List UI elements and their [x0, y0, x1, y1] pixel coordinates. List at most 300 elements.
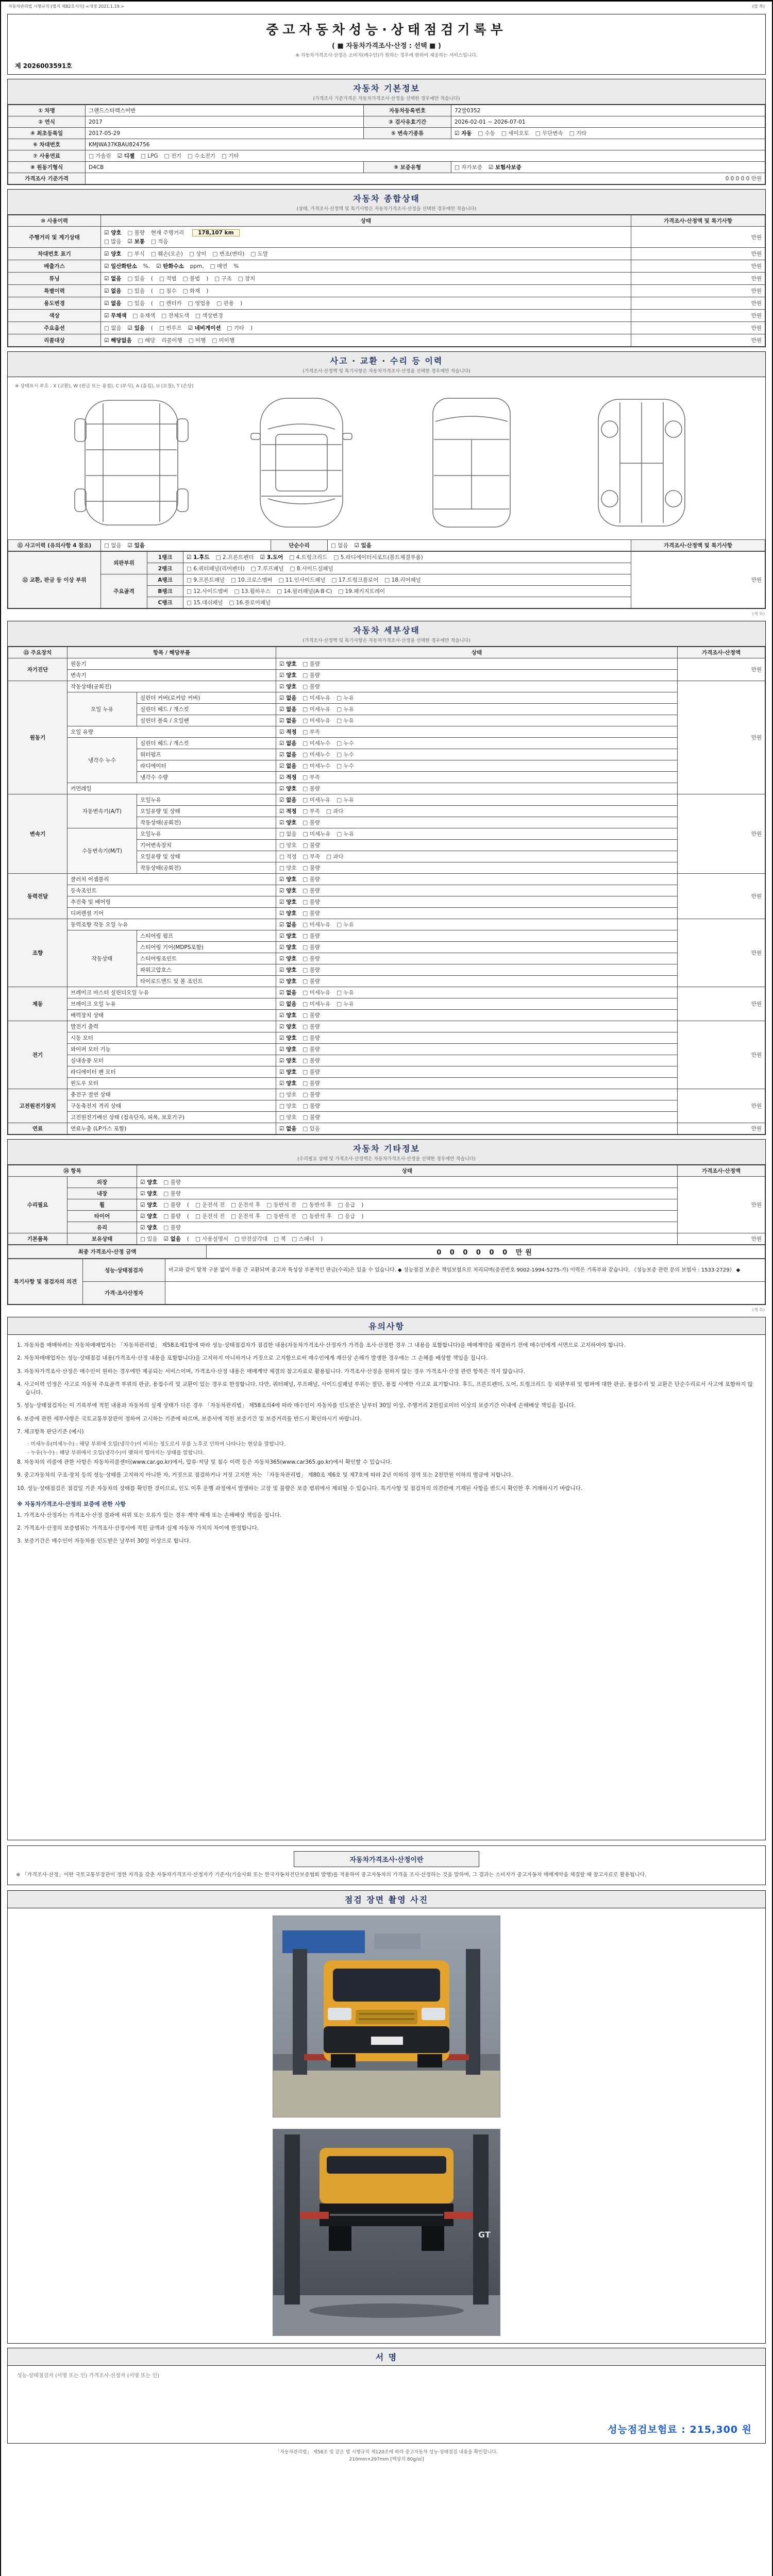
detail-row — [8, 828, 765, 840]
opinion-row — [8, 1282, 765, 1304]
detail-state — [276, 658, 678, 670]
checkbox-없음: ☑ 없음 — [163, 1236, 181, 1242]
reg-no-value: 72발0352 — [451, 105, 765, 116]
notice-item: 3. 자동차가격조사·산정은 매수인이 원하는 경우에만 제공되는 서비스이며, 가격조사·산정 내용은 매매계약 체결의 참고자료로 활용됩니다. 가격조사·산정을 원하지 않는 경우 가격조사·산정 관련 항목은 적지 않습니다. — [17, 1368, 525, 1375]
checkbox-불량: □ 불량 — [303, 899, 320, 905]
checkbox-수동: □ 수동 — [478, 130, 495, 137]
detail-row — [8, 1100, 765, 1112]
summary-row-label: 색상 — [8, 310, 101, 322]
summary-row — [8, 334, 765, 347]
checkbox-미세누유: □ 미세누유 — [303, 990, 331, 996]
signature-section — [7, 2348, 766, 2444]
underbody-diagram — [564, 393, 719, 532]
opinion-table — [8, 1259, 765, 1304]
detail-row — [8, 908, 765, 919]
extra-separator: ) — [361, 1213, 364, 1219]
warranty-options — [451, 162, 765, 173]
detail-item: 추진축 및 베어링 — [68, 896, 276, 908]
checkbox-동반석 전: □ 동반석 전 — [266, 1202, 296, 1208]
text-segment: 리콜이행 — [161, 337, 182, 344]
checkbox-없음: ☑ 없음 — [279, 1126, 297, 1132]
detail-row — [8, 1055, 765, 1066]
detail-item: 작동상태(공회전) — [68, 681, 276, 692]
checkbox-15.대쉬패널: □ 15.대쉬패널 — [187, 600, 223, 606]
detail-item: 연료누출 (LP가스 포함) — [68, 1123, 276, 1134]
detail-state — [276, 998, 678, 1010]
exchange-rank-row — [8, 552, 765, 563]
other-state — [137, 1222, 678, 1233]
detail-item: 브레이크 마스터 실린더오일 누유 — [68, 987, 276, 998]
checkbox-6.쿼터패널(리어펜더): □ 6.쿼터패널(리어펜더) — [187, 566, 245, 572]
other-row — [8, 1188, 765, 1199]
page-subtitle: ( ■ 자동차가격조사·산정 : 선택 ■ ) — [332, 42, 441, 50]
summary-row-label: 특별이력 — [8, 285, 101, 297]
detail-row — [8, 692, 765, 704]
checkbox-불량: □ 불량 — [303, 978, 320, 985]
checkbox-누유: □ 누유 — [337, 1001, 354, 1007]
checkbox-10.크로스멤버: □ 10.크로스멤버 — [231, 577, 273, 583]
summary-col-state: 상태 — [101, 215, 631, 227]
checkbox-17.트렁크플로어: □ 17.트렁크플로어 — [331, 577, 379, 583]
checkbox-유채색: □ 유채색 — [132, 313, 156, 319]
other-info-table — [8, 1165, 765, 1245]
detail-row — [8, 783, 765, 794]
inspection-photo-1 — [273, 1916, 500, 2117]
summary-row-state — [101, 285, 631, 297]
other-item: 휠 — [68, 1199, 137, 1211]
detail-state — [276, 930, 678, 942]
state-line — [104, 274, 628, 283]
detail-row — [8, 930, 765, 942]
checkbox-양호: ☑ 양호 — [104, 251, 122, 257]
other-item: 외장 — [68, 1177, 137, 1188]
signature-hint: 성능·상태점검자 (서명 또는 인) 가격조사·산정자 (서명 또는 인) — [17, 2372, 160, 2379]
checkbox-12.사이드멤버: □ 12.사이드멤버 — [187, 588, 228, 595]
text-segment: ( — [150, 288, 154, 294]
checkbox-미세누수: □ 미세누수 — [303, 752, 331, 758]
checkbox-19.패키지트레이: □ 19.패키지트레이 — [338, 588, 385, 595]
detail-item: 클러치 어셈블리 — [68, 874, 276, 885]
exchange-options — [183, 597, 631, 608]
checkbox-동반석 전: □ 동반석 전 — [266, 1213, 296, 1219]
checkbox-불량: □ 불량 — [303, 820, 320, 826]
detail-item: 시동 모터 — [68, 1032, 276, 1044]
exchange-group: 주요골격 — [101, 574, 147, 608]
checkbox-미세누유: □ 미세누유 — [303, 831, 331, 837]
detail-item: 실린더 커버(로커암 커버) — [137, 692, 276, 704]
detail-state — [276, 885, 678, 896]
exchange-rank: B랭크 — [147, 586, 183, 597]
checkbox-미이행: □ 미이행 — [212, 337, 234, 344]
text-segment: %, — [143, 263, 150, 269]
checkbox-보통: ☑ 보통 — [127, 239, 145, 245]
form-note: 자동차관리법 시행규칙 [별지 제82호서식] <개정 2021.1.19.> — [8, 4, 124, 9]
checkbox-없음: □ 없음 — [104, 325, 122, 331]
detail-row — [8, 658, 765, 670]
checkbox-13.휠하우스: □ 13.휠하우스 — [234, 588, 271, 595]
detail-price: 만원 — [678, 1089, 765, 1123]
form-note-row — [7, 3, 766, 10]
state-line — [104, 336, 628, 345]
checkbox-자가보증: □ 자가보증 — [455, 164, 482, 171]
checkbox-불량: □ 불량 — [303, 956, 320, 962]
checkbox-상이: □ 상이 — [189, 251, 207, 257]
detail-title-text: 자동차 세부상태 — [353, 625, 420, 635]
checkbox-불량: □ 불량 — [303, 1046, 320, 1053]
checkbox-있음: □ 있음 — [127, 276, 145, 282]
detail-sub-group: 오일 누유 — [68, 692, 137, 726]
exchange-options — [183, 586, 631, 597]
checkbox-관용: □ 관용 — [216, 300, 234, 307]
checkbox-화재: □ 화재 — [182, 288, 200, 294]
detail-row — [8, 998, 765, 1010]
table-row — [8, 540, 765, 551]
checkbox-부족: □ 부족 — [303, 774, 320, 781]
extra-separator: ( — [187, 1213, 190, 1219]
checkbox-운전석 전: □ 운전석 전 — [195, 1202, 225, 1208]
detail-price: 만원 — [678, 1123, 765, 1134]
other-title-note: (수리필요 상태 및 가격조사·산정액은 자동차가격조사·산정을 선택한 경우에만 적습니다) — [297, 1157, 476, 1162]
notice-item: 2. 자동차매매업자는 성능·상태점검 내용(가격조사·산정 내용을 포함합니다)을 고지하지 아니하거나 거짓으로 고지함으로써 매수인에게 재산상 손해가 발생한 경우에는 그 손해를 배상할 책임을 집니다. — [17, 1355, 488, 1362]
checkbox-많음: □ 많음 — [104, 239, 122, 245]
year-value: 2017 — [86, 116, 364, 128]
detail-state — [276, 828, 678, 840]
detail-state — [276, 1066, 678, 1078]
summary-row-state — [101, 334, 631, 347]
summary-row-price: 만원 — [631, 310, 765, 322]
detail-state — [276, 783, 678, 794]
car-diagram-area — [8, 377, 765, 539]
checkbox-없음: ☑ 없음 — [279, 740, 297, 747]
accident-price-head: 가격조사·산정액 및 특기사항 — [631, 540, 765, 551]
detail-row — [8, 794, 765, 806]
checkbox-있음: ☑ 있음 — [354, 543, 372, 549]
text-segment: ) — [250, 325, 253, 331]
checkbox-없음: □ 없음 — [104, 543, 122, 549]
checkbox-누유: □ 누유 — [337, 797, 354, 803]
checkbox-없음: □ 없음 — [331, 543, 348, 549]
detail-group-name: 변속기 — [8, 794, 68, 874]
checkbox-불량: □ 불량 — [303, 865, 321, 871]
warranty-label: ⑨ 보증유형 — [364, 162, 451, 173]
opinion-who: 가격·조사산정자 — [83, 1282, 165, 1304]
simple-repair-label: 단순수리 — [271, 540, 328, 551]
checkbox-안전삼각대: □ 안전삼각대 — [234, 1236, 267, 1242]
detail-state — [276, 874, 678, 885]
text-segment: ) — [206, 288, 209, 294]
detail-state — [276, 896, 678, 908]
checkbox-불량: □ 불량 — [303, 684, 320, 690]
checkbox-장치: □ 장치 — [238, 276, 256, 282]
fuel-options — [86, 150, 765, 162]
checkbox-불법: □ 불법 — [182, 276, 200, 282]
checkbox-있음: □ 있음 — [127, 300, 145, 307]
detail-item: 고전원전기배선 상태 (접속단자, 피복, 보호기구) — [68, 1112, 276, 1123]
detail-item: 실내송풍 모터 — [68, 1055, 276, 1066]
detail-group-name: 고전원전기장치 — [8, 1089, 68, 1123]
photos-title — [8, 1891, 765, 1908]
checkbox-영업용: □ 영업용 — [188, 300, 211, 307]
other-title-text: 자동차 기타정보 — [353, 1144, 420, 1154]
state-line — [104, 249, 628, 258]
checkbox-불량: □ 불량 — [303, 888, 320, 894]
checkbox-있음: ☑ 있음 — [127, 325, 145, 331]
checkbox-불량: □ 불량 — [163, 1179, 181, 1185]
state-line — [104, 286, 628, 295]
detail-col-price: 가격조사·산정액 — [678, 647, 765, 658]
summary-row — [8, 260, 765, 273]
detail-item: 등속조인트 — [68, 885, 276, 896]
engine-value: D4CB — [86, 162, 364, 173]
other-item: 유리 — [68, 1222, 137, 1233]
checkbox-부식: □ 부식 — [127, 251, 145, 257]
base-price-label: 가격조사 기준가격 — [8, 173, 86, 184]
checkbox-양호: ☑ 양호 — [279, 1046, 297, 1053]
notice-item: 4. 사고이력 인정은 사고로 자동차 주요골격 부위의 판금, 용접수리 및 교환이 있는 경우로 한정합니다. 다만, 쿼터패널, 루프패널, 사이드실패널 부위는 절단, 용접 시에만 사고로 표기합니다. 후드, 프론트펜더, 도어, 트렁크리드 등 외판부위 및 범퍼에 대한 판금, 용접수리 및 교환은 단순수리로서 사고에 포함하지 않습니다. — [17, 1381, 753, 1396]
other-state — [137, 1188, 678, 1199]
detail-state — [276, 919, 678, 930]
car-body-top-diagram — [224, 393, 379, 532]
detail-state — [276, 681, 678, 692]
other-title — [8, 1140, 765, 1165]
detail-row — [8, 681, 765, 692]
text-segment: ppm, — [190, 263, 204, 269]
checkbox-없음: ☑ 없음 — [279, 1001, 297, 1007]
summary-row — [8, 248, 765, 260]
checkbox-부족: □ 부족 — [303, 808, 320, 815]
summary-row-price: 만원 — [631, 227, 765, 248]
notices-title — [8, 1317, 765, 1335]
checkbox-운전석 후: □ 운전석 후 — [231, 1202, 261, 1208]
checkbox-수소전기: □ 수소전기 — [188, 153, 216, 159]
price-guarantee-title: ※ 자동차가격조사·산정의 보증에 관한 사항 — [17, 1500, 126, 1507]
detail-state — [276, 692, 678, 704]
summary-col-item: ⑩ 사용이력 — [8, 215, 101, 227]
checkbox-불량: □ 불량 — [303, 967, 320, 973]
detail-item: 오일누유 — [137, 794, 276, 806]
basic-title-text: 자동차 기본정보 — [353, 83, 420, 93]
detail-state — [276, 726, 678, 738]
checkbox-불량: □ 불량 — [303, 1114, 321, 1121]
exchange-label: ⑫ 교환, 판금 등 이상 부위 — [8, 552, 101, 608]
checkbox-미세누유: □ 미세누유 — [303, 706, 331, 713]
detail-item: 작동상태(공회전) — [137, 862, 276, 874]
checkbox-기타: □ 기타 — [569, 130, 587, 137]
summary-row-state — [101, 273, 631, 285]
checkbox-이행: □ 이행 — [188, 337, 206, 344]
summary-row-price: 만원 — [631, 248, 765, 260]
header-note: ※ 자동차가격조사·산정은 소비자(매수인)가 원하는 경우에 한하여 제공하는 서비스입니다. — [295, 53, 478, 58]
accident-title-note: (가격조사·산정액 및 특기사항은 자동차가격조사·산정을 선택한 경우에만 적습니다) — [303, 369, 470, 374]
checkbox-미세누유: □ 미세누유 — [303, 695, 331, 701]
checkbox-훼손(오손): □ 훼손(오손) — [150, 251, 183, 257]
checkbox-불량: □ 불량 — [303, 1035, 320, 1041]
table-row — [8, 139, 765, 150]
checkbox-침수: □ 침수 — [159, 288, 177, 294]
summary-row — [8, 310, 765, 322]
summary-row-price: 만원 — [631, 260, 765, 273]
detail-state — [276, 738, 678, 749]
other-group-name: 기본품목 — [8, 1233, 68, 1245]
text-segment: ( — [150, 276, 154, 282]
exchange-rank: 2랭크 — [147, 563, 183, 574]
checkbox-불량: □ 불량 — [303, 876, 320, 883]
price-guarantee-item: 1. 가격조사·산정자는 가격조사·산정 결과에 허위 또는 오류가 있는 경우 계약 해제 또는 손해배상 책임을 집니다. — [17, 1512, 282, 1518]
summary-row-label: 리콜대상 — [8, 334, 101, 347]
checkbox-2.프론트펜더: □ 2.프론트펜더 — [215, 554, 254, 561]
car-diagrams — [15, 393, 758, 532]
photos-body — [8, 1908, 765, 2343]
photo-van-front-on-lift — [273, 1916, 500, 2117]
checkbox-7.루프패널: □ 7.루프패널 — [250, 566, 284, 572]
text-segment: 현재 주행거리 — [150, 230, 184, 236]
signature-body — [8, 2366, 765, 2443]
checkbox-9.프론트패널: □ 9.프론트패널 — [187, 577, 225, 583]
detail-row — [8, 885, 765, 896]
checkbox-없음: ☑ 없음 — [279, 695, 297, 701]
checkbox-양호: □ 양호 — [279, 865, 297, 871]
summary-table — [8, 215, 765, 347]
basic-info-table — [8, 105, 765, 184]
summary-row-label: 차대번호 표기 — [8, 248, 101, 260]
detail-item: 윈도우 모터 — [68, 1078, 276, 1089]
detail-section — [7, 621, 766, 1135]
checkbox-있음: □ 있음 — [127, 288, 145, 294]
checkbox-자동: ☑ 자동 — [455, 130, 472, 137]
detail-item: 라디에이터 — [137, 760, 276, 772]
document-number: 제 2026003591호 — [15, 62, 72, 70]
exchange-group: 외판부위 — [101, 552, 147, 574]
other-col-state: 상태 — [137, 1165, 678, 1177]
checkbox-양호: ☑ 양호 — [279, 933, 297, 939]
checkbox-적음: □ 적음 — [150, 239, 169, 245]
checkbox-누유: □ 누유 — [337, 695, 354, 701]
checkbox-구조: □ 구조 — [214, 276, 232, 282]
van-top-diagram — [394, 393, 549, 532]
footer-line-1: 「자동차관리법」 제58조 및 같은 법 시행규칙 제120조에 따라 중고자동차 성능·상태점검 내용을 확인합니다. — [275, 2449, 498, 2455]
checkbox-전체도색: □ 전체도색 — [161, 313, 190, 319]
detail-row — [8, 1032, 765, 1044]
car-name-value: 그랜드스타렉스어반 — [86, 105, 364, 116]
inspect-label: ③ 검사유효기간 — [364, 116, 451, 128]
checkbox-양호: ☑ 양호 — [279, 1080, 297, 1087]
exchange-rank: C랭크 — [147, 597, 183, 608]
exchange-rank: 1랭크 — [147, 552, 183, 563]
first-reg-label: ④ 최초등록일 — [8, 128, 86, 139]
checkbox-5.라디에이터서포트(볼트체결부품): □ 5.라디에이터서포트(볼트체결부품) — [333, 554, 423, 561]
checkbox-도말: □ 도말 — [250, 251, 268, 257]
checkbox-불량: □ 불량 — [163, 1191, 181, 1197]
detail-group-name: 자기진단 — [8, 658, 68, 681]
detail-state — [276, 953, 678, 964]
detail-col-state: 상태 — [276, 647, 678, 658]
text-segment: ) — [206, 276, 209, 282]
extra-separator: ( — [187, 1202, 190, 1208]
detail-state — [276, 1100, 678, 1112]
checkbox-적정: ☑ 적정 — [279, 808, 297, 815]
price-definition-box — [7, 1845, 766, 1885]
notice-item: 7. 체크항목 판단기준 (예시) — [17, 1428, 84, 1435]
checkbox-적정: □ 적정 — [279, 854, 297, 860]
checkbox-양호: ☑ 양호 — [279, 899, 297, 905]
detail-col-item: 항목 / 해당부품 — [68, 647, 276, 658]
notices-title-text: 유의사항 — [368, 1321, 405, 1331]
detail-state — [276, 772, 678, 783]
notice-item: 10. 성능·상태점검은 점검일 기준 자동차의 상태를 확인한 것이므로, 인도 이후 운행 과정에서 발생하는 고장 및 불량은 보증 범위에서 제외될 수 있습니다. 특기사항 및 점검자의 의견란에 기재된 사항을 반드시 확인한 후 거래하시기 바랍니다. — [17, 1485, 583, 1492]
detail-row — [8, 1123, 765, 1134]
detail-item: 스티어링 기어(MDPS포함) — [137, 942, 276, 953]
accident-section — [7, 351, 766, 609]
detail-state — [276, 715, 678, 726]
detail-state — [276, 964, 678, 976]
reg-no-label: 자동차등록번호 — [364, 105, 451, 116]
checkbox-기타: □ 기타 — [222, 153, 239, 159]
detail-state — [276, 987, 678, 998]
detail-group-name: 연료 — [8, 1123, 68, 1134]
detail-item: 커먼레일 — [68, 783, 276, 794]
checkbox-미세누유: □ 미세누유 — [303, 1001, 331, 1007]
checkbox-적정: ☑ 적정 — [279, 774, 297, 781]
checkbox-없음: ☑ 없음 — [279, 718, 297, 724]
checkbox-부족: □ 부족 — [303, 854, 321, 860]
final-price-label: 최종 가격조사·산정 금액 — [8, 1245, 207, 1259]
checkbox-적정: ☑ 적정 — [279, 729, 297, 735]
detail-group-name: 전기 — [8, 1021, 68, 1089]
checkbox-불량: □ 불량 — [303, 910, 320, 917]
text-segment: ( — [150, 300, 154, 307]
checkbox-양호: ☑ 양호 — [279, 672, 297, 679]
notice-item: 8. 자동차의 리콜에 관한 사항은 자동차리콜센터(www.car.go.kr)에서, 압류·저당 및 침수 이력 등은 자동차365(www.car365.go.kr)에서 확인할 수 있습니다. — [17, 1459, 392, 1466]
text-segment: % — [233, 263, 239, 269]
exchange-rank: A랭크 — [147, 574, 183, 586]
inspection-photo-2 — [273, 2129, 500, 2336]
checkbox-가솔린: □ 가솔린 — [89, 153, 111, 159]
detail-group-name: 제동 — [8, 987, 68, 1021]
summary-row-price: 만원 — [631, 322, 765, 334]
notice-item: 6. 보증에 관한 세부사항은 국토교통부장관이 정하여 고시하는 기준에 따르며, 보증서에 적힌 보증기간 및 보증거리를 반드시 확인하시기 바랍니다. — [17, 1415, 362, 1422]
notice-item: 9. 중고자동차의 구조·장치 등의 성능·상태를 고지하지 아니한 자, 거짓으로 점검하거나 거짓 고지한 자는 「자동차관리법」 제80조 제6호 및 제7호에 따라 2년 이하의 징역 또는 2천만원 이하의 벌금에 처합니다. — [17, 1472, 513, 1479]
detail-sub-group: 자동변속기(A/T) — [68, 794, 137, 828]
detail-item: 오일유량 및 상태 — [137, 851, 276, 862]
checkbox-양호: ☑ 양호 — [279, 910, 297, 917]
table-row — [8, 128, 765, 139]
state-line — [104, 299, 628, 308]
footer-line-2: 210mm×297mm [백상지 80g/㎡] — [349, 2456, 424, 2462]
final-price-value: 0 0 0 0 0 0 만원 — [207, 1245, 765, 1259]
notice-item: 1. 자동차를 매매하려는 자동차매매업자는 「자동차관리법」 제58조제1항에 따라 성능·상태점검자가 점검한 내용(자동차가격조사·산정자가 가격을 조사·산정한 경우 그 내용을 포함합니다)을 매매계약을 체결하기 전에 매수인에게 서면으로 고지하여야 합니다. — [17, 1342, 626, 1348]
checkbox-18.리어패널: □ 18.리어패널 — [384, 577, 421, 583]
detail-state — [276, 862, 678, 874]
summary-section — [7, 189, 766, 347]
checkbox-양호: □ 양호 — [279, 1114, 297, 1121]
detail-state — [276, 760, 678, 772]
checkbox-있음: □ 있음 — [303, 1126, 320, 1132]
checkbox-미세누유: □ 미세누유 — [303, 718, 331, 724]
final-price-table — [8, 1245, 765, 1259]
checkbox-해당: □ 해당 — [138, 337, 156, 344]
checkbox-사용설명서: □ 사용설명서 — [195, 1236, 229, 1242]
checkbox-LPG: □ LPG — [141, 153, 158, 159]
detail-item: 브레이크 오일 누유 — [68, 998, 276, 1010]
detail-item: 실린더 블록 / 오일팬 — [137, 715, 276, 726]
checkbox-양호: ☑ 양호 — [279, 888, 297, 894]
detail-state — [276, 1112, 678, 1123]
detail-item: 스티어링조인트 — [137, 953, 276, 964]
detail-row — [8, 874, 765, 885]
exchange-parts-table — [8, 551, 765, 608]
checkbox-있음: ☑ 있음 — [127, 543, 145, 549]
checkbox-없음: ☑ 없음 — [104, 300, 122, 307]
